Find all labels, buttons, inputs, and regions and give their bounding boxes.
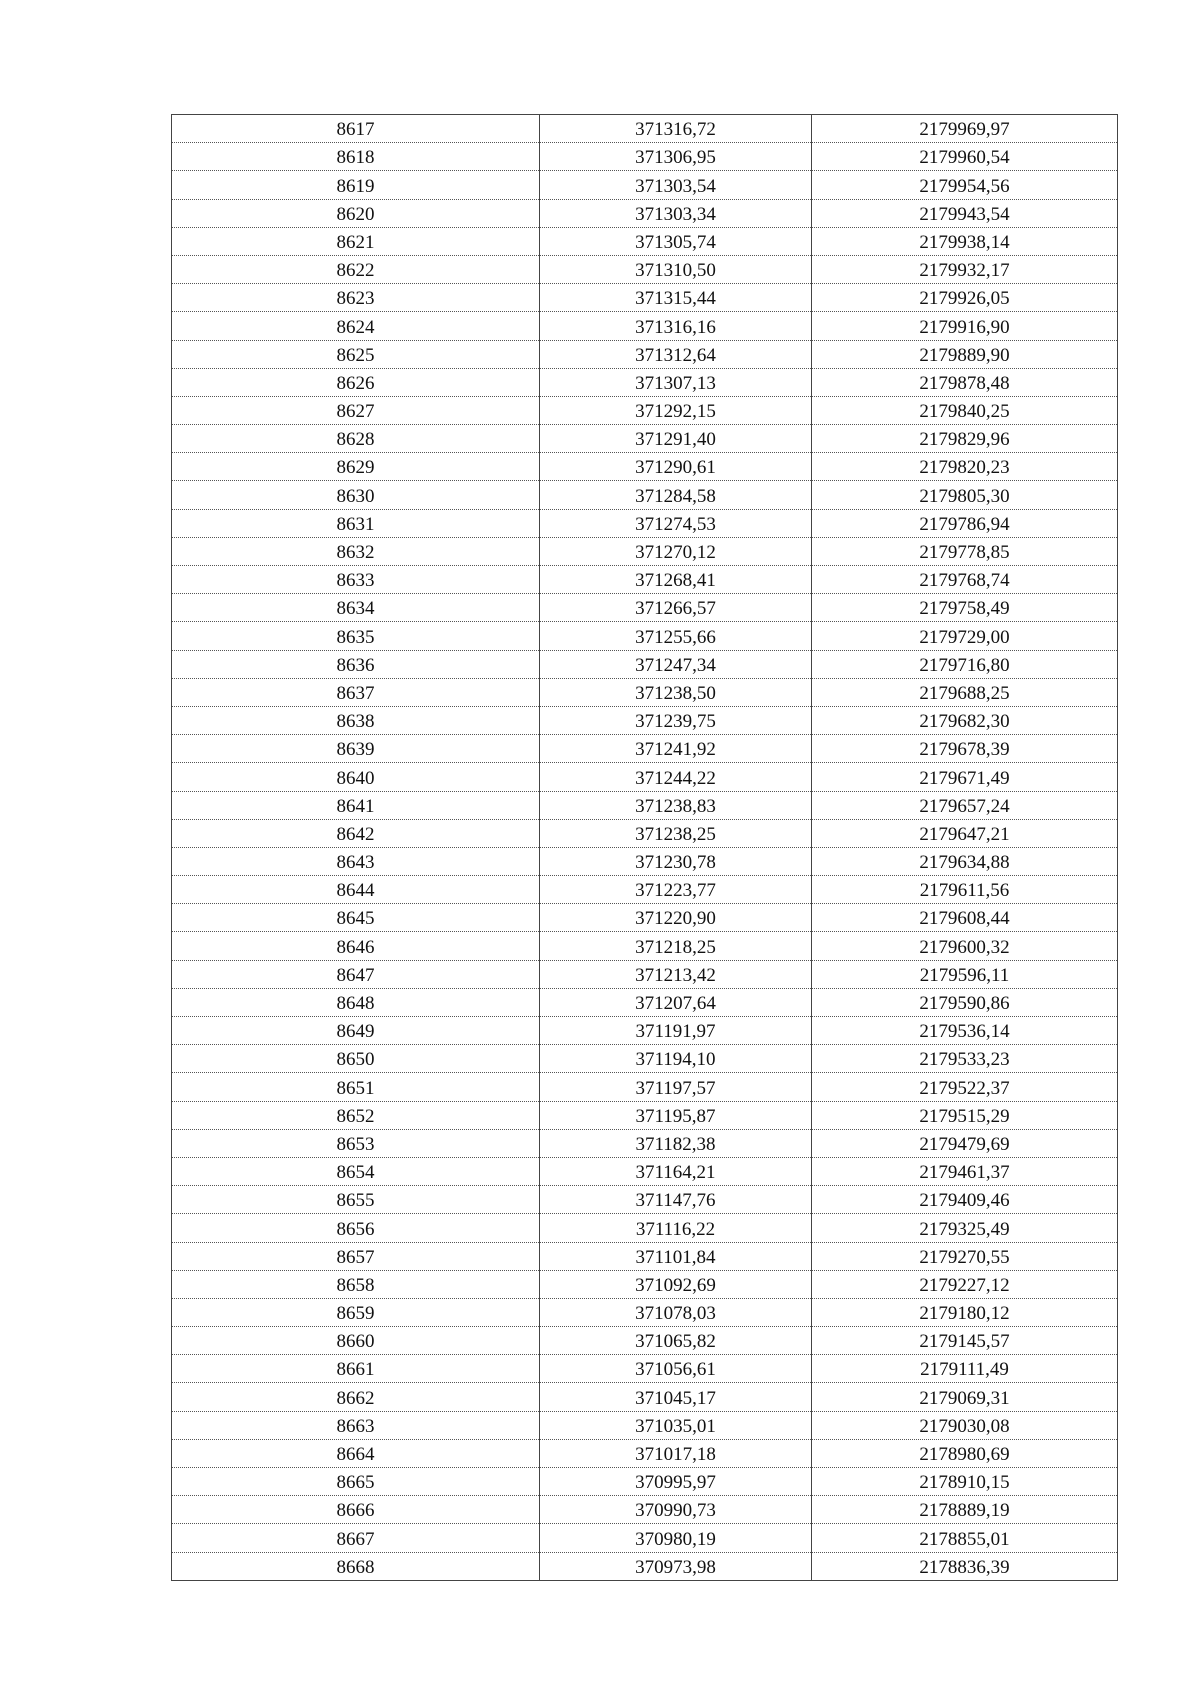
table-row [172,227,1118,255]
table-row [172,678,1118,706]
y-coordinate-cell: 2179536,14 [812,1017,1118,1045]
x-coordinate-cell: 370973,98 [540,1552,812,1580]
point-number-cell: 8631 [172,509,540,537]
x-coordinate-cell: 371056,61 [540,1355,812,1383]
point-number-cell: 8646 [172,932,540,960]
point-number-cell: 8661 [172,1355,540,1383]
point-number-cell: 8636 [172,650,540,678]
table-row [172,819,1118,847]
table-row [172,791,1118,819]
table-row [172,1157,1118,1185]
x-coordinate-cell: 371284,58 [540,481,812,509]
y-coordinate-cell: 2179932,17 [812,255,1118,283]
table-row [172,509,1118,537]
y-coordinate-cell: 2179938,14 [812,227,1118,255]
table-row [172,706,1118,734]
table-row [172,143,1118,171]
x-coordinate-cell: 371207,64 [540,988,812,1016]
x-coordinate-cell: 371218,25 [540,932,812,960]
point-number-cell: 8620 [172,199,540,227]
y-coordinate-cell: 2179786,94 [812,509,1118,537]
y-coordinate-cell: 2179522,37 [812,1073,1118,1101]
point-number-cell: 8644 [172,876,540,904]
point-number-cell: 8625 [172,340,540,368]
x-coordinate-cell: 371078,03 [540,1298,812,1326]
point-number-cell: 8617 [172,115,540,143]
y-coordinate-cell: 2179611,56 [812,876,1118,904]
table-row [172,171,1118,199]
y-coordinate-cell: 2179533,23 [812,1045,1118,1073]
table-row [172,622,1118,650]
table-row [172,537,1118,565]
point-number-cell: 8647 [172,960,540,988]
x-coordinate-cell: 371241,92 [540,735,812,763]
point-number-cell: 8656 [172,1214,540,1242]
point-number-cell: 8626 [172,368,540,396]
point-number-cell: 8649 [172,1017,540,1045]
table-row [172,1270,1118,1298]
point-number-cell: 8659 [172,1298,540,1326]
point-number-cell: 8658 [172,1270,540,1298]
y-coordinate-cell: 2179678,39 [812,735,1118,763]
y-coordinate-cell: 2178855,01 [812,1524,1118,1552]
point-number-cell: 8635 [172,622,540,650]
table-row [172,396,1118,424]
x-coordinate-cell: 371268,41 [540,566,812,594]
y-coordinate-cell: 2179647,21 [812,819,1118,847]
table-row [172,735,1118,763]
x-coordinate-cell: 371315,44 [540,284,812,312]
y-coordinate-cell: 2179805,30 [812,481,1118,509]
table-row [172,1439,1118,1467]
x-coordinate-cell: 371312,64 [540,340,812,368]
point-number-cell: 8662 [172,1383,540,1411]
point-number-cell: 8667 [172,1524,540,1552]
x-coordinate-cell: 371238,83 [540,791,812,819]
table-row [172,566,1118,594]
point-number-cell: 8642 [172,819,540,847]
x-coordinate-cell: 371306,95 [540,143,812,171]
x-coordinate-cell: 371035,01 [540,1411,812,1439]
y-coordinate-cell: 2179926,05 [812,284,1118,312]
y-coordinate-cell: 2179111,49 [812,1355,1118,1383]
x-coordinate-cell: 371147,76 [540,1186,812,1214]
table-row [172,312,1118,340]
x-coordinate-cell: 370990,73 [540,1496,812,1524]
table-row [172,876,1118,904]
y-coordinate-cell: 2179515,29 [812,1101,1118,1129]
point-number-cell: 8657 [172,1242,540,1270]
point-number-cell: 8621 [172,227,540,255]
x-coordinate-cell: 371305,74 [540,227,812,255]
y-coordinate-cell: 2179768,74 [812,566,1118,594]
x-coordinate-cell: 371194,10 [540,1045,812,1073]
x-coordinate-cell: 371303,34 [540,199,812,227]
point-number-cell: 8624 [172,312,540,340]
x-coordinate-cell: 371255,66 [540,622,812,650]
table-row [172,904,1118,932]
x-coordinate-cell: 371116,22 [540,1214,812,1242]
point-number-cell: 8650 [172,1045,540,1073]
table-row [172,340,1118,368]
table-row [172,1411,1118,1439]
table-row [172,1383,1118,1411]
x-coordinate-cell: 371197,57 [540,1073,812,1101]
y-coordinate-cell: 2178889,19 [812,1496,1118,1524]
x-coordinate-cell: 370995,97 [540,1468,812,1496]
table-row [172,481,1118,509]
point-number-cell: 8623 [172,284,540,312]
table-row [172,115,1118,143]
y-coordinate-cell: 2179325,49 [812,1214,1118,1242]
x-coordinate-cell: 371244,22 [540,763,812,791]
x-coordinate-cell: 371266,57 [540,594,812,622]
y-coordinate-cell: 2179180,12 [812,1298,1118,1326]
point-number-cell: 8638 [172,706,540,734]
x-coordinate-cell: 371291,40 [540,425,812,453]
y-coordinate-cell: 2178836,39 [812,1552,1118,1580]
x-coordinate-cell: 371303,54 [540,171,812,199]
point-number-cell: 8619 [172,171,540,199]
y-coordinate-cell: 2179461,37 [812,1157,1118,1185]
x-coordinate-cell: 371017,18 [540,1439,812,1467]
x-coordinate-cell: 371310,50 [540,255,812,283]
y-coordinate-cell: 2179671,49 [812,763,1118,791]
y-coordinate-cell: 2179145,57 [812,1327,1118,1355]
y-coordinate-cell: 2178910,15 [812,1468,1118,1496]
x-coordinate-cell: 371092,69 [540,1270,812,1298]
y-coordinate-cell: 2179688,25 [812,678,1118,706]
table-row [172,1242,1118,1270]
x-coordinate-cell: 371220,90 [540,904,812,932]
table-row [172,1355,1118,1383]
x-coordinate-cell: 371230,78 [540,847,812,875]
y-coordinate-cell: 2179600,32 [812,932,1118,960]
y-coordinate-cell: 2179030,08 [812,1411,1118,1439]
x-coordinate-cell: 371290,61 [540,453,812,481]
table-row [172,1101,1118,1129]
y-coordinate-cell: 2179596,11 [812,960,1118,988]
point-number-cell: 8664 [172,1439,540,1467]
x-coordinate-cell: 371247,34 [540,650,812,678]
y-coordinate-cell: 2179608,44 [812,904,1118,932]
x-coordinate-cell: 370980,19 [540,1524,812,1552]
point-number-cell: 8654 [172,1157,540,1185]
table-row [172,1214,1118,1242]
point-number-cell: 8660 [172,1327,540,1355]
y-coordinate-cell: 2179479,69 [812,1129,1118,1157]
point-number-cell: 8639 [172,735,540,763]
y-coordinate-cell: 2179820,23 [812,453,1118,481]
point-number-cell: 8629 [172,453,540,481]
y-coordinate-cell: 2179969,97 [812,115,1118,143]
table-row [172,1327,1118,1355]
point-number-cell: 8641 [172,791,540,819]
y-coordinate-cell: 2179270,55 [812,1242,1118,1270]
table-row [172,932,1118,960]
coordinate-table-body [172,115,1118,1581]
y-coordinate-cell: 2179778,85 [812,537,1118,565]
point-number-cell: 8618 [172,143,540,171]
x-coordinate-cell: 371239,75 [540,706,812,734]
table-row [172,1017,1118,1045]
x-coordinate-cell: 371191,97 [540,1017,812,1045]
coordinate-table [171,114,1118,1581]
point-number-cell: 8655 [172,1186,540,1214]
x-coordinate-cell: 371065,82 [540,1327,812,1355]
point-number-cell: 8640 [172,763,540,791]
table-row [172,847,1118,875]
y-coordinate-cell: 2179758,49 [812,594,1118,622]
y-coordinate-cell: 2179409,46 [812,1186,1118,1214]
y-coordinate-cell: 2179069,31 [812,1383,1118,1411]
table-row [172,1045,1118,1073]
point-number-cell: 8632 [172,537,540,565]
y-coordinate-cell: 2179657,24 [812,791,1118,819]
table-row [172,763,1118,791]
point-number-cell: 8663 [172,1411,540,1439]
x-coordinate-cell: 371182,38 [540,1129,812,1157]
point-number-cell: 8627 [172,396,540,424]
point-number-cell: 8637 [172,678,540,706]
point-number-cell: 8628 [172,425,540,453]
table-row [172,255,1118,283]
point-number-cell: 8666 [172,1496,540,1524]
table-row [172,453,1118,481]
table-row [172,368,1118,396]
point-number-cell: 8665 [172,1468,540,1496]
x-coordinate-cell: 371195,87 [540,1101,812,1129]
table-row [172,1496,1118,1524]
point-number-cell: 8652 [172,1101,540,1129]
y-coordinate-cell: 2179954,56 [812,171,1118,199]
table-row [172,1186,1118,1214]
y-coordinate-cell: 2178980,69 [812,1439,1118,1467]
table-row [172,425,1118,453]
y-coordinate-cell: 2179729,00 [812,622,1118,650]
point-number-cell: 8622 [172,255,540,283]
point-number-cell: 8634 [172,594,540,622]
point-number-cell: 8630 [172,481,540,509]
table-row [172,284,1118,312]
table-row [172,650,1118,678]
x-coordinate-cell: 371223,77 [540,876,812,904]
x-coordinate-cell: 371213,42 [540,960,812,988]
point-number-cell: 8653 [172,1129,540,1157]
y-coordinate-cell: 2179829,96 [812,425,1118,453]
x-coordinate-cell: 371307,13 [540,368,812,396]
table-row [172,1524,1118,1552]
y-coordinate-cell: 2179878,48 [812,368,1118,396]
table-row [172,960,1118,988]
x-coordinate-cell: 371316,72 [540,115,812,143]
table-row [172,1073,1118,1101]
x-coordinate-cell: 371238,25 [540,819,812,847]
y-coordinate-cell: 2179916,90 [812,312,1118,340]
y-coordinate-cell: 2179943,54 [812,199,1118,227]
x-coordinate-cell: 371270,12 [540,537,812,565]
point-number-cell: 8643 [172,847,540,875]
y-coordinate-cell: 2179889,90 [812,340,1118,368]
y-coordinate-cell: 2179634,88 [812,847,1118,875]
table-row [172,199,1118,227]
table-row [172,1129,1118,1157]
y-coordinate-cell: 2179227,12 [812,1270,1118,1298]
x-coordinate-cell: 371292,15 [540,396,812,424]
point-number-cell: 8633 [172,566,540,594]
table-row [172,988,1118,1016]
x-coordinate-cell: 371274,53 [540,509,812,537]
table-row [172,1552,1118,1580]
x-coordinate-cell: 371316,16 [540,312,812,340]
x-coordinate-cell: 371101,84 [540,1242,812,1270]
table-row [172,1468,1118,1496]
y-coordinate-cell: 2179590,86 [812,988,1118,1016]
y-coordinate-cell: 2179960,54 [812,143,1118,171]
x-coordinate-cell: 371238,50 [540,678,812,706]
x-coordinate-cell: 371045,17 [540,1383,812,1411]
point-number-cell: 8668 [172,1552,540,1580]
y-coordinate-cell: 2179716,80 [812,650,1118,678]
y-coordinate-cell: 2179840,25 [812,396,1118,424]
table-row [172,1298,1118,1326]
x-coordinate-cell: 371164,21 [540,1157,812,1185]
table-row [172,594,1118,622]
point-number-cell: 8648 [172,988,540,1016]
point-number-cell: 8645 [172,904,540,932]
point-number-cell: 8651 [172,1073,540,1101]
y-coordinate-cell: 2179682,30 [812,706,1118,734]
